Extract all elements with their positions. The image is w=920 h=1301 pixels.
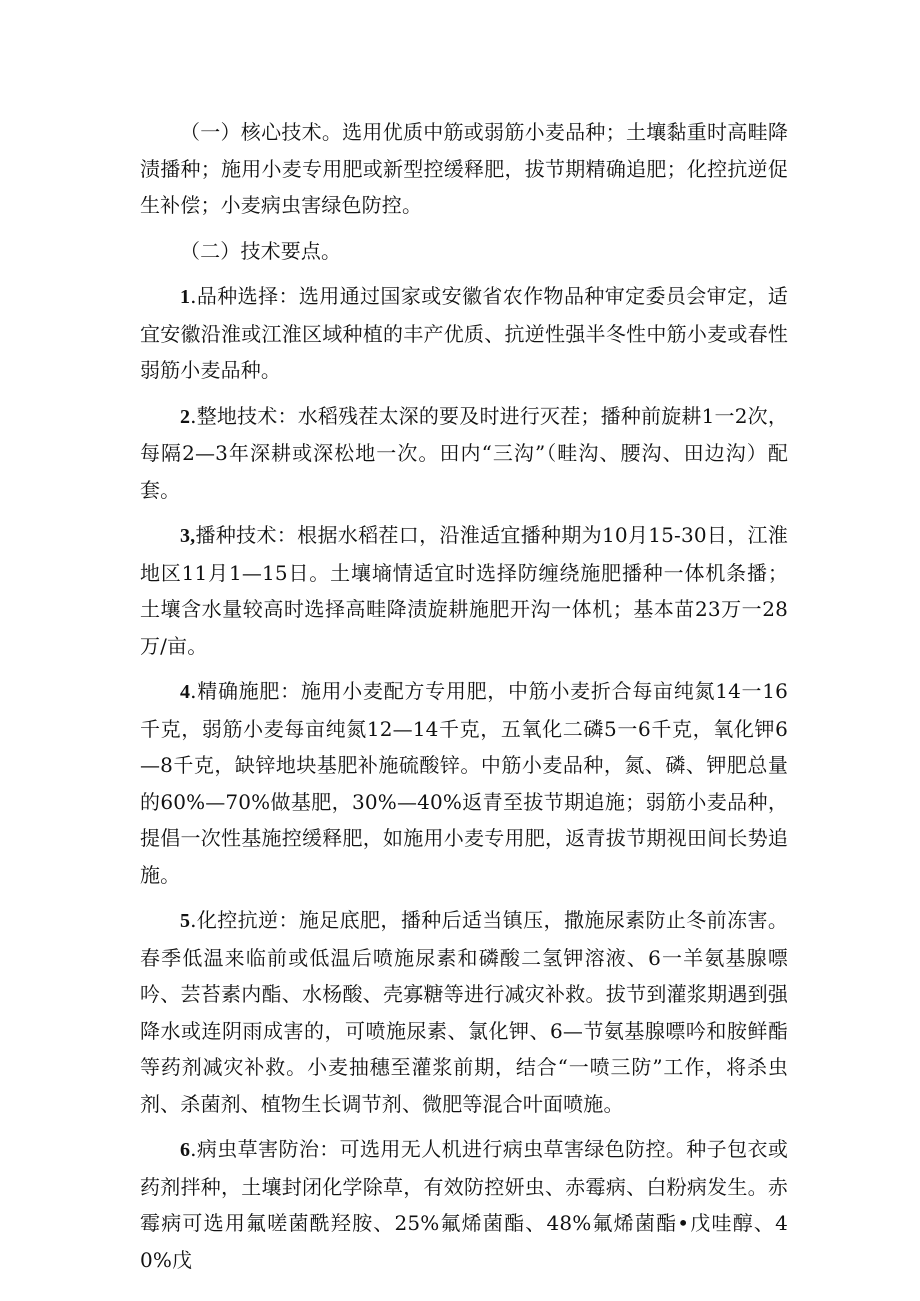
paragraph-sowing-technology (140, 517, 788, 664)
paragraph-variety-selection (140, 278, 788, 389)
paragraph-pest-control (140, 1131, 788, 1278)
paragraph-key-points-heading (140, 233, 788, 270)
paragraph-text: .整地技术：水稻残茬太深的要及时进行灭茬；播种前旋耕1一2次，每隔2—3年深耕或深松地一次。田内“三沟”（畦沟、腰沟、田边沟）配套。 (140, 403, 788, 502)
paragraph-text: （二）技术要点。 (180, 238, 342, 263)
item-number: 5 (180, 910, 191, 932)
item-number: 6 (180, 1139, 191, 1161)
paragraph-text: （一）核心技术。选用优质中筋或弱筋小麦品种；土壤黏重时高畦降渍播种；施用小麦专用肥或新型控缓释肥，拔节期精确追肥；化控抗逆促生补偿；小麦病虫害绿色防控。 (140, 120, 788, 217)
paragraph-text: .品种选择：选用通过国家或安徽省农作物品种审定委员会审定，适宜安徽沿淮或江淮区域种植的丰产优质、抗逆性强半冬性中筋小麦或春性弱筋小麦品种。 (140, 284, 788, 382)
paragraph-gap (140, 664, 788, 673)
paragraph-text: .精确施肥：施用小麦配方专用肥，中筋小麦折合每亩纯氮14一16千克，弱筋小麦每亩纯氮12—14千克，五氧化二磷5一6千克，氧化钾6—8千克，缺锌地块基肥补施硫酸锌。中筋小麦品种，氮、磷、钾肥总量的60%—70%做基肥，30%—40%返青至拔节期追施；弱筋小麦品种，提倡一次性基施控缓释肥，如施用小麦专用肥，返青拔节期视田间长势追施。 (140, 679, 788, 887)
paragraph-core-technology (140, 114, 788, 224)
item-number: 3, (180, 525, 196, 547)
paragraph-text: .病虫草害防治：可选用无人机进行病虫草害绿色防控。种子包衣或药剂拌种，土壤封闭化学除草，有效防控妍虫、赤霉病、白粉病发生。赤霉病可选用氟嗟菌酰羟胺、25%氟烯菌酯、48%氟烯菌酯•戊哇醇、40%戊 (140, 1137, 788, 1272)
item-number: 1 (180, 286, 191, 308)
paragraph-text: .化控抗逆：施足底肥，播种后适当镇压，撒施尿素防止冬前冻害。春季低温来临前或低温后喷施尿素和磷酸二氢钾溶液、6一羊氨基腺嘌吟、芸苔素内酯、水杨酸、壳寡糖等进行减灾补救。拔节到灌浆期遇到强降水或连阴雨成害的，可喷施尿素、氯化钾、6—节氨基腺嘌吟和胺鲜酯等药剂减灾补救。小麦抽穗至灌浆前期，结合“一喷三防”工作，将杀虫剂、杀菌剂、植物生长调节剂、微肥等混合叶面喷施。 (140, 908, 788, 1116)
paragraph-text: 播种技术：根据水稻茬口，沿淮适宜播种期为10月15-30日，江淮地区11月1—15日。土壤墒情适宜时选择防缠绕施肥播种一体机条播；土壤含水量较高时选择高畦降渍旋耕施肥开沟一体机；基本苗23万一28万/亩。 (140, 523, 788, 658)
paragraph-gap (140, 893, 788, 902)
paragraph-gap (140, 269, 788, 278)
paragraph-gap (140, 1122, 788, 1131)
item-number: 4 (180, 681, 191, 703)
document-body (140, 114, 788, 1278)
paragraph-gap (140, 508, 788, 517)
paragraph-land-preparation (140, 398, 788, 509)
paragraph-gap (140, 224, 788, 233)
item-number: 2 (180, 405, 191, 428)
paragraph-gap (140, 389, 788, 398)
paragraph-chemical-control (140, 902, 788, 1122)
paragraph-precise-fertilization (140, 673, 788, 893)
